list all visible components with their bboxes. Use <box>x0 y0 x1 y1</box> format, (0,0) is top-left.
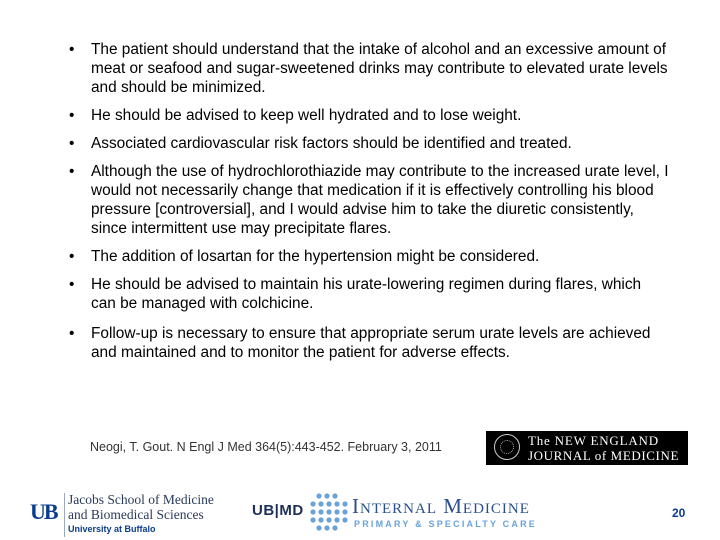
bullet-text: The addition of losartan for the hypertension might be considered. <box>91 248 540 265</box>
bullet-item <box>69 162 669 238</box>
bullet-item <box>69 324 669 362</box>
bullet-text: Follow-up is necessary to ensure that appropriate serum urate levels are achieved and maintained and to monitor the patient for adverse effects. <box>91 325 651 361</box>
bullet-item <box>69 40 669 97</box>
bullet-text: The patient should understand that the intake of alcohol and an excessive amount of meat or seafood and sugar-sweetened drinks may contribute to elevated urate levels and should be minimized. <box>91 41 668 96</box>
bullet-icon: • <box>69 107 75 124</box>
bullet-list <box>69 40 669 362</box>
school-line1: Jacobs School of Medicine <box>68 492 214 507</box>
department-subtitle: PRIMARY & SPECIALTY CARE <box>354 519 537 529</box>
bullet-icon: • <box>69 41 75 58</box>
bullet-icon: • <box>69 325 75 342</box>
bullet-text: He should be advised to keep well hydrated and to lose weight. <box>91 107 522 124</box>
school-name <box>68 492 214 537</box>
dot-grid-logo-icon <box>310 493 348 533</box>
school-line3: University at Buffalo <box>68 524 156 534</box>
school-line2: and Biomedical Sciences <box>68 507 204 522</box>
ubmd-logo: UB|MD <box>252 502 304 519</box>
page-number: 20 <box>672 506 686 520</box>
nejm-logo-line1: The NEW ENGLAND <box>528 433 659 448</box>
bullet-icon: • <box>69 135 75 152</box>
nejm-logo-line2: JOURNAL of MEDICINE <box>528 448 680 463</box>
bullet-item <box>69 134 669 153</box>
bullet-item <box>69 247 669 266</box>
bullet-text: He should be advised to maintain his urate-lowering regimen during flares, which can be managed with colchicine. <box>91 276 642 312</box>
bullet-text: Associated cardiovascular risk factors should be identified and treated. <box>91 135 572 152</box>
bullet-item <box>69 106 669 125</box>
department-name: Internal Medicine <box>352 494 530 518</box>
bullet-icon: • <box>69 163 75 180</box>
bullet-text: Although the use of hydrochlorothiazide may contribute to the increased urate level, I would not necessarily change that medication if it is effectively controlling his blood pressure [controversial], and I would advise him to take the diuretic consistently, since intermittent use may precipitate flares. <box>91 163 669 237</box>
logo-divider <box>64 493 65 537</box>
bullet-icon: • <box>69 276 75 293</box>
bullet-icon: • <box>69 248 75 265</box>
nejm-logo <box>486 431 688 465</box>
citation: Neogi, T. Gout. N Engl J Med 364(5):443-452. February 3, 2011 <box>90 440 442 454</box>
bullet-item <box>69 275 669 313</box>
ub-logo-icon: UB <box>30 499 57 524</box>
footer <box>0 486 720 540</box>
nejm-seal-icon <box>494 434 520 460</box>
